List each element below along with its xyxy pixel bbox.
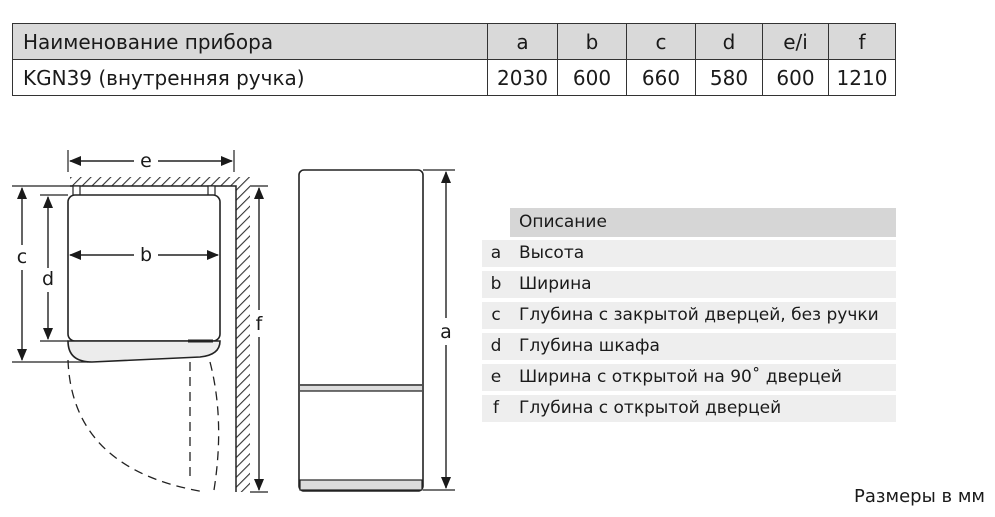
- legend-header: [482, 208, 896, 237]
- legend-text: Глубина с закрытой дверцей, без ручки: [510, 302, 896, 329]
- legend-key: e: [482, 364, 510, 391]
- row-value-d: 580: [696, 60, 763, 96]
- legend-item-a: [482, 239, 896, 268]
- legend: [482, 208, 896, 423]
- fridge-front-view: [299, 170, 423, 491]
- row-value-c: 660: [627, 60, 696, 96]
- label-b: b: [139, 244, 153, 266]
- header-col-c: c: [627, 24, 696, 60]
- header-device-name: Наименование прибора: [13, 24, 488, 60]
- legend-item-d: [482, 332, 896, 361]
- header-col-a: a: [488, 24, 558, 60]
- row-value-ei: 600: [763, 60, 829, 96]
- header-col-ei: e/i: [763, 24, 829, 60]
- legend-key: f: [482, 395, 510, 422]
- legend-text: Ширина с открытой на 90˚ дверцей: [510, 364, 896, 391]
- row-device-name: KGN39 (внутренняя ручка): [13, 60, 488, 96]
- row-value-a: 2030: [488, 60, 558, 96]
- legend-item-b: [482, 270, 896, 299]
- legend-text: Глубина шкафа: [510, 333, 896, 360]
- header-col-f: f: [829, 24, 896, 60]
- units-note: Размеры в мм: [854, 486, 985, 507]
- dimension-e: [68, 150, 234, 172]
- label-a: a: [440, 321, 452, 343]
- dimension-d: [40, 195, 68, 341]
- label-e: e: [140, 150, 152, 172]
- label-f: f: [255, 313, 263, 335]
- legend-item-c: [482, 301, 896, 330]
- legend-key: c: [482, 302, 510, 329]
- dimension-drawing: [0, 0, 480, 517]
- row-value-b: 600: [558, 60, 627, 96]
- legend-text: Глубина с открытой дверцей: [510, 395, 896, 422]
- legend-text: Высота: [510, 240, 896, 267]
- dimension-f: [250, 186, 268, 492]
- label-c: c: [16, 246, 28, 268]
- label-d: d: [41, 268, 55, 290]
- header-col-d: d: [696, 24, 763, 60]
- legend-key: a: [482, 240, 510, 267]
- legend-key: b: [482, 271, 510, 298]
- dimension-a: [423, 170, 455, 490]
- legend-item-e: [482, 363, 896, 392]
- legend-title: Описание: [510, 208, 896, 237]
- header-col-b: b: [558, 24, 627, 60]
- row-value-f: 1210: [829, 60, 896, 96]
- fridge-top-view: [68, 186, 220, 492]
- legend-key: d: [482, 333, 510, 360]
- legend-text: Ширина: [510, 271, 896, 298]
- legend-item-f: [482, 394, 896, 423]
